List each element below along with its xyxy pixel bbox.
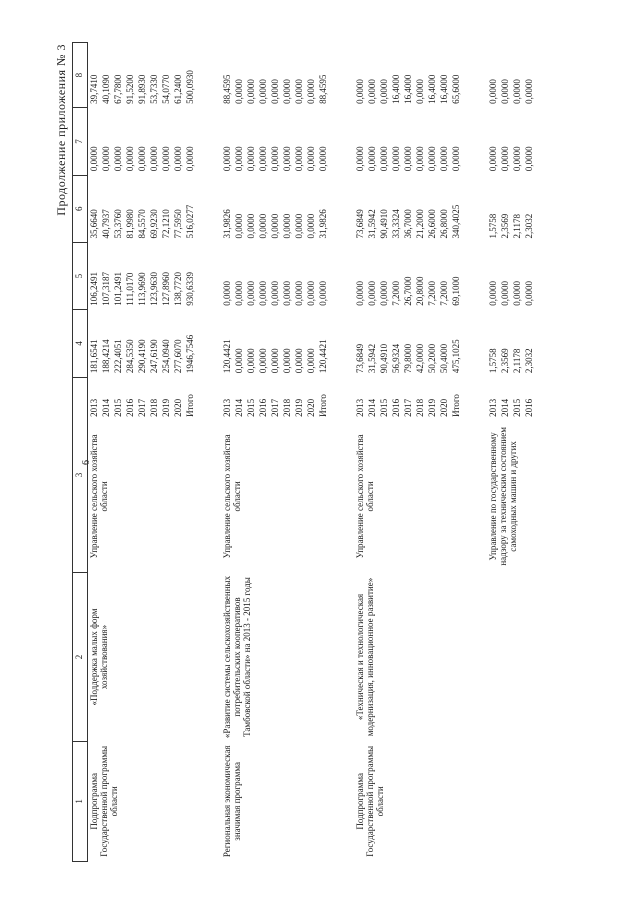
extrabudget-cell: 0,0000 xyxy=(415,79,425,104)
regional-cell: 21,2000 xyxy=(415,209,425,239)
total-cell: 247,6190 xyxy=(149,339,159,374)
year-cell: 2015 xyxy=(379,398,389,417)
regional-cell: 516,0277 xyxy=(185,204,195,239)
local-cell: 0,0000 xyxy=(524,146,534,172)
year-cell: 2015 xyxy=(246,398,256,417)
extrabudget-cell: 91,5200 xyxy=(125,74,135,104)
extrabudget-cell: 61,2400 xyxy=(173,74,183,104)
executor-cell: Управление сельского хозяйства области xyxy=(222,434,242,559)
local-cell: 0,0000 xyxy=(101,146,111,172)
year-cell: 2017 xyxy=(270,398,280,417)
federal-cell: 0,0000 xyxy=(512,281,522,306)
federal-cell: 0,0000 xyxy=(355,281,365,306)
total-cell: 90,4910 xyxy=(379,343,389,374)
total-cell: 188,4214 xyxy=(101,339,111,374)
local-cell: 0,0000 xyxy=(234,146,244,172)
header-col-2: 2 xyxy=(73,573,88,741)
year-cell: 2014 xyxy=(101,398,111,417)
local-cell: 0,0000 xyxy=(391,146,401,172)
federal-cell: 0,0000 xyxy=(270,281,280,306)
rotated-page xyxy=(50,42,590,862)
regional-cell: 1,5758 xyxy=(488,213,498,239)
local-cell: 0,0000 xyxy=(355,146,365,172)
local-cell: 0,0000 xyxy=(173,146,183,172)
total-cell: 2,3569 xyxy=(500,348,510,374)
year-cell: 2015 xyxy=(512,398,522,417)
federal-cell: 107,3187 xyxy=(101,272,111,306)
total-cell: 0,0000 xyxy=(294,348,304,374)
regional-cell: 35,6640 xyxy=(89,209,99,239)
extrabudget-cell: 16,4000 xyxy=(391,74,401,104)
federal-cell: 69,1000 xyxy=(451,276,461,306)
local-cell: 0,0000 xyxy=(427,146,437,172)
extrabudget-cell: 0,0000 xyxy=(294,79,304,104)
total-cell: 79,8000 xyxy=(403,343,413,374)
local-cell: 0,0000 xyxy=(222,146,232,172)
local-cell: 0,0000 xyxy=(512,146,522,172)
regional-cell: 0,0000 xyxy=(246,213,256,239)
regional-cell: 40,7937 xyxy=(101,209,111,239)
federal-cell: 0,0000 xyxy=(379,281,389,306)
header-col-3: 3 xyxy=(73,377,88,573)
year-cell: 2015 xyxy=(113,398,123,417)
program-level-cell: Региональная экономическая значимая программа xyxy=(222,745,242,858)
federal-cell: 0,0000 xyxy=(306,281,316,306)
federal-cell: 106,2491 xyxy=(89,272,99,306)
regional-cell: 36,7000 xyxy=(403,209,413,239)
total-cell: 181,6541 xyxy=(89,339,99,374)
federal-cell: 0,0000 xyxy=(488,281,498,306)
year-cell: 2014 xyxy=(367,398,377,417)
year-cell: 2013 xyxy=(222,398,232,417)
extrabudget-cell: 53,7330 xyxy=(149,74,159,104)
local-cell: 0,0000 xyxy=(294,146,304,172)
budget-table xyxy=(72,42,535,862)
federal-cell: 0,0000 xyxy=(318,281,328,306)
local-cell: 0,0000 xyxy=(149,146,159,172)
federal-cell: 0,0000 xyxy=(234,281,244,306)
federal-cell: 0,0000 xyxy=(222,281,232,306)
year-cell: 2019 xyxy=(294,398,304,417)
regional-cell: 26,8000 xyxy=(439,209,449,239)
header-col-1: 1 xyxy=(73,741,88,861)
total-cell: 0,0000 xyxy=(258,348,268,374)
header-col-6: 6 xyxy=(73,175,88,242)
regional-cell: 72,1210 xyxy=(161,209,171,239)
year-cell: 2016 xyxy=(125,398,135,417)
total-cell: 284,5350 xyxy=(125,339,135,374)
local-cell: 0,0000 xyxy=(270,146,280,172)
extrabudget-cell: 54,0770 xyxy=(161,74,171,104)
extrabudget-cell: 500,0930 xyxy=(185,70,195,104)
federal-cell: 113,9690 xyxy=(137,272,147,306)
program-level-cell: Подпрограмма Государственной программы области xyxy=(89,745,119,857)
regional-cell: 90,4910 xyxy=(379,209,389,239)
federal-cell: 0,0000 xyxy=(524,281,534,306)
federal-cell: 111,0170 xyxy=(125,272,135,306)
regional-cell: 0,0000 xyxy=(282,213,292,239)
regional-cell: 0,0000 xyxy=(270,213,280,239)
extrabudget-cell: 16,4000 xyxy=(439,74,449,104)
year-cell: 2013 xyxy=(488,398,498,417)
total-cell: 0,0000 xyxy=(306,348,316,374)
federal-cell: 7,2000 xyxy=(427,281,437,306)
header-col-8: 8 xyxy=(73,43,88,108)
total-cell: 1946,7546 xyxy=(185,334,195,374)
extrabudget-cell: 0,0000 xyxy=(355,79,365,104)
extrabudget-cell: 0,0000 xyxy=(282,79,292,104)
regional-cell: 73,6849 xyxy=(355,209,365,239)
year-cell: 2016 xyxy=(391,398,401,417)
regional-cell: 77,5950 xyxy=(173,209,183,239)
year-cell: 2019 xyxy=(161,398,171,417)
regional-cell: 2,3569 xyxy=(500,213,510,239)
year-cell: 2016 xyxy=(258,398,268,417)
regional-cell: 69,9230 xyxy=(149,209,159,239)
regional-cell: 340,4025 xyxy=(451,204,461,239)
extrabudget-cell: 0,0000 xyxy=(488,79,498,104)
year-cell: 2013 xyxy=(89,398,99,417)
regional-cell: 0,0000 xyxy=(306,213,316,239)
year-cell: 2019 xyxy=(427,398,437,417)
total-cell: 2,3032 xyxy=(524,348,534,374)
total-cell: 0,0000 xyxy=(270,348,280,374)
year-cell: 2016 xyxy=(524,398,534,417)
program-level-cell xyxy=(462,741,535,861)
extrabudget-cell: 0,0000 xyxy=(270,79,280,104)
program-name-cell xyxy=(462,573,535,741)
federal-cell: 0,0000 xyxy=(367,281,377,306)
extrabudget-cell: 39,7410 xyxy=(89,74,99,104)
local-cell: 0,0000 xyxy=(415,146,425,172)
federal-cell: 101,2491 xyxy=(113,272,123,306)
year-cell: 2014 xyxy=(500,398,510,417)
regional-cell: 84,5570 xyxy=(137,209,147,239)
federal-cell: 138,7720 xyxy=(173,272,183,306)
year-cell: 2014 xyxy=(234,398,244,417)
local-cell: 0,0000 xyxy=(500,146,510,172)
year-cell: 2020 xyxy=(173,398,183,417)
total-cell: 50,4000 xyxy=(439,343,449,374)
local-cell: 0,0000 xyxy=(89,146,99,172)
local-cell: 0,0000 xyxy=(451,146,461,172)
extrabudget-cell: 0,0000 xyxy=(246,79,256,104)
program-level-cell: Подпрограмма Государственной программы области xyxy=(355,745,385,857)
extrabudget-cell: 16,4000 xyxy=(403,74,413,104)
extrabudget-cell: 0,0000 xyxy=(524,79,534,104)
total-cell: 2,1178 xyxy=(512,348,522,374)
regional-cell: 0,0000 xyxy=(294,213,304,239)
extrabudget-cell: 67,7800 xyxy=(113,74,123,104)
federal-cell: 7,2000 xyxy=(391,281,401,306)
header-col-5: 5 xyxy=(73,242,88,309)
appendix-caption: Продолжение приложения № 3 xyxy=(54,44,68,216)
year-cell: 2018 xyxy=(149,398,159,417)
regional-cell: 2,3032 xyxy=(524,213,534,239)
extrabudget-cell: 0,0000 xyxy=(258,79,268,104)
extrabudget-cell: 65,6000 xyxy=(451,74,461,104)
extrabudget-cell: 0,0000 xyxy=(306,79,316,104)
table-row xyxy=(462,43,499,862)
total-cell: 120,4421 xyxy=(222,339,232,374)
extrabudget-cell: 0,0000 xyxy=(234,79,244,104)
year-cell: Итого xyxy=(318,394,328,417)
table-row xyxy=(196,43,233,862)
year-cell: 2020 xyxy=(306,398,316,417)
local-cell: 0,0000 xyxy=(306,146,316,172)
local-cell: 0,0000 xyxy=(113,146,123,172)
federal-cell: 0,0000 xyxy=(246,281,256,306)
total-cell: 475,1025 xyxy=(451,339,461,374)
total-cell: 254,0940 xyxy=(161,339,171,374)
executor-cell: Управление по государственному надзору за техническим состоянием самоходных машин и других xyxy=(488,427,518,566)
program-name-cell: «Техническая и технологическая модернизация, инновационное развитие» xyxy=(355,577,375,737)
year-cell: 2020 xyxy=(439,398,449,417)
regional-cell: 2,1178 xyxy=(512,214,522,239)
extrabudget-cell: 0,0000 xyxy=(500,79,510,104)
federal-cell: 7,2000 xyxy=(439,281,449,306)
year-cell: 2017 xyxy=(403,398,413,417)
regional-cell: 0,0000 xyxy=(258,213,268,239)
program-name-cell: «Развитие системы сельскохозяйственных потребительских кооперативов Тамбовской области» на 2013 - 2015 годы xyxy=(222,575,252,739)
year-cell: Итого xyxy=(451,394,461,417)
total-cell: 31,5942 xyxy=(367,343,377,374)
total-cell: 42,0000 xyxy=(415,343,425,374)
year-cell: 2018 xyxy=(415,398,425,417)
header-col-7: 7 xyxy=(73,108,88,175)
regional-cell: 81,9980 xyxy=(125,209,135,239)
local-cell: 0,0000 xyxy=(137,146,147,172)
regional-cell: 31,9826 xyxy=(318,209,328,239)
executor-cell: Управление сельского хозяйства области xyxy=(89,434,109,559)
local-cell: 0,0000 xyxy=(185,146,195,172)
year-cell: Итого xyxy=(185,394,195,417)
regional-cell: 53,3760 xyxy=(113,209,123,239)
local-cell: 0,0000 xyxy=(258,146,268,172)
total-cell: 50,2000 xyxy=(427,343,437,374)
total-cell: 120,4421 xyxy=(318,339,328,374)
local-cell: 0,0000 xyxy=(125,146,135,172)
federal-cell: 0,0000 xyxy=(294,281,304,306)
local-cell: 0,0000 xyxy=(282,146,292,172)
header-col-4: 4 xyxy=(73,310,88,377)
total-cell: 1,5758 xyxy=(488,348,498,374)
year-cell: 2013 xyxy=(355,398,365,417)
extrabudget-cell: 0,0000 xyxy=(367,79,377,104)
federal-cell: 123,9630 xyxy=(149,272,159,306)
federal-cell: 20,8000 xyxy=(415,276,425,306)
table-row xyxy=(88,43,101,862)
header-row xyxy=(73,43,88,862)
extrabudget-cell: 88,4595 xyxy=(318,74,328,104)
federal-cell: 0,0000 xyxy=(258,281,268,306)
table-body xyxy=(88,43,536,862)
regional-cell: 33,3324 xyxy=(391,209,401,239)
local-cell: 0,0000 xyxy=(161,146,171,172)
local-cell: 0,0000 xyxy=(439,146,449,172)
local-cell: 0,0000 xyxy=(379,146,389,172)
federal-cell: 0,0000 xyxy=(282,281,292,306)
local-cell: 0,0000 xyxy=(367,146,377,172)
page-number: 6 xyxy=(81,460,92,465)
federal-cell: 26,7000 xyxy=(403,276,413,306)
extrabudget-cell: 91,8930 xyxy=(137,74,147,104)
table-row xyxy=(329,43,366,862)
federal-cell: 127,8960 xyxy=(161,272,171,306)
regional-cell: 31,9826 xyxy=(222,209,232,239)
extrabudget-cell: 0,0000 xyxy=(379,79,389,104)
extrabudget-cell: 88,4595 xyxy=(222,74,232,104)
program-name-cell: «Поддержка малых форм хозяйствования» xyxy=(89,608,109,706)
extrabudget-cell: 0,0000 xyxy=(512,79,522,104)
total-cell: 290,4190 xyxy=(137,339,147,374)
local-cell: 0,0000 xyxy=(246,146,256,172)
regional-cell: 0,0000 xyxy=(234,213,244,239)
federal-cell: 930,6339 xyxy=(185,272,195,306)
year-cell: 2018 xyxy=(282,398,292,417)
total-cell: 222,4051 xyxy=(113,339,123,374)
total-cell: 0,0000 xyxy=(282,348,292,374)
local-cell: 0,0000 xyxy=(318,146,328,172)
local-cell: 0,0000 xyxy=(403,146,413,172)
total-cell: 56,9324 xyxy=(391,343,401,374)
federal-cell: 0,0000 xyxy=(500,281,510,306)
executor-cell: Управление сельского хозяйства области xyxy=(355,434,375,559)
local-cell: 0,0000 xyxy=(488,146,498,172)
total-cell: 277,6070 xyxy=(173,339,183,374)
extrabudget-cell: 40,1090 xyxy=(101,74,111,104)
extrabudget-cell: 16,4000 xyxy=(427,74,437,104)
regional-cell: 31,5942 xyxy=(367,209,377,239)
year-cell: 2017 xyxy=(137,398,147,417)
total-cell: 0,0000 xyxy=(234,348,244,374)
total-cell: 0,0000 xyxy=(246,348,256,374)
total-cell: 73,6849 xyxy=(355,343,365,374)
regional-cell: 26,6000 xyxy=(427,209,437,239)
